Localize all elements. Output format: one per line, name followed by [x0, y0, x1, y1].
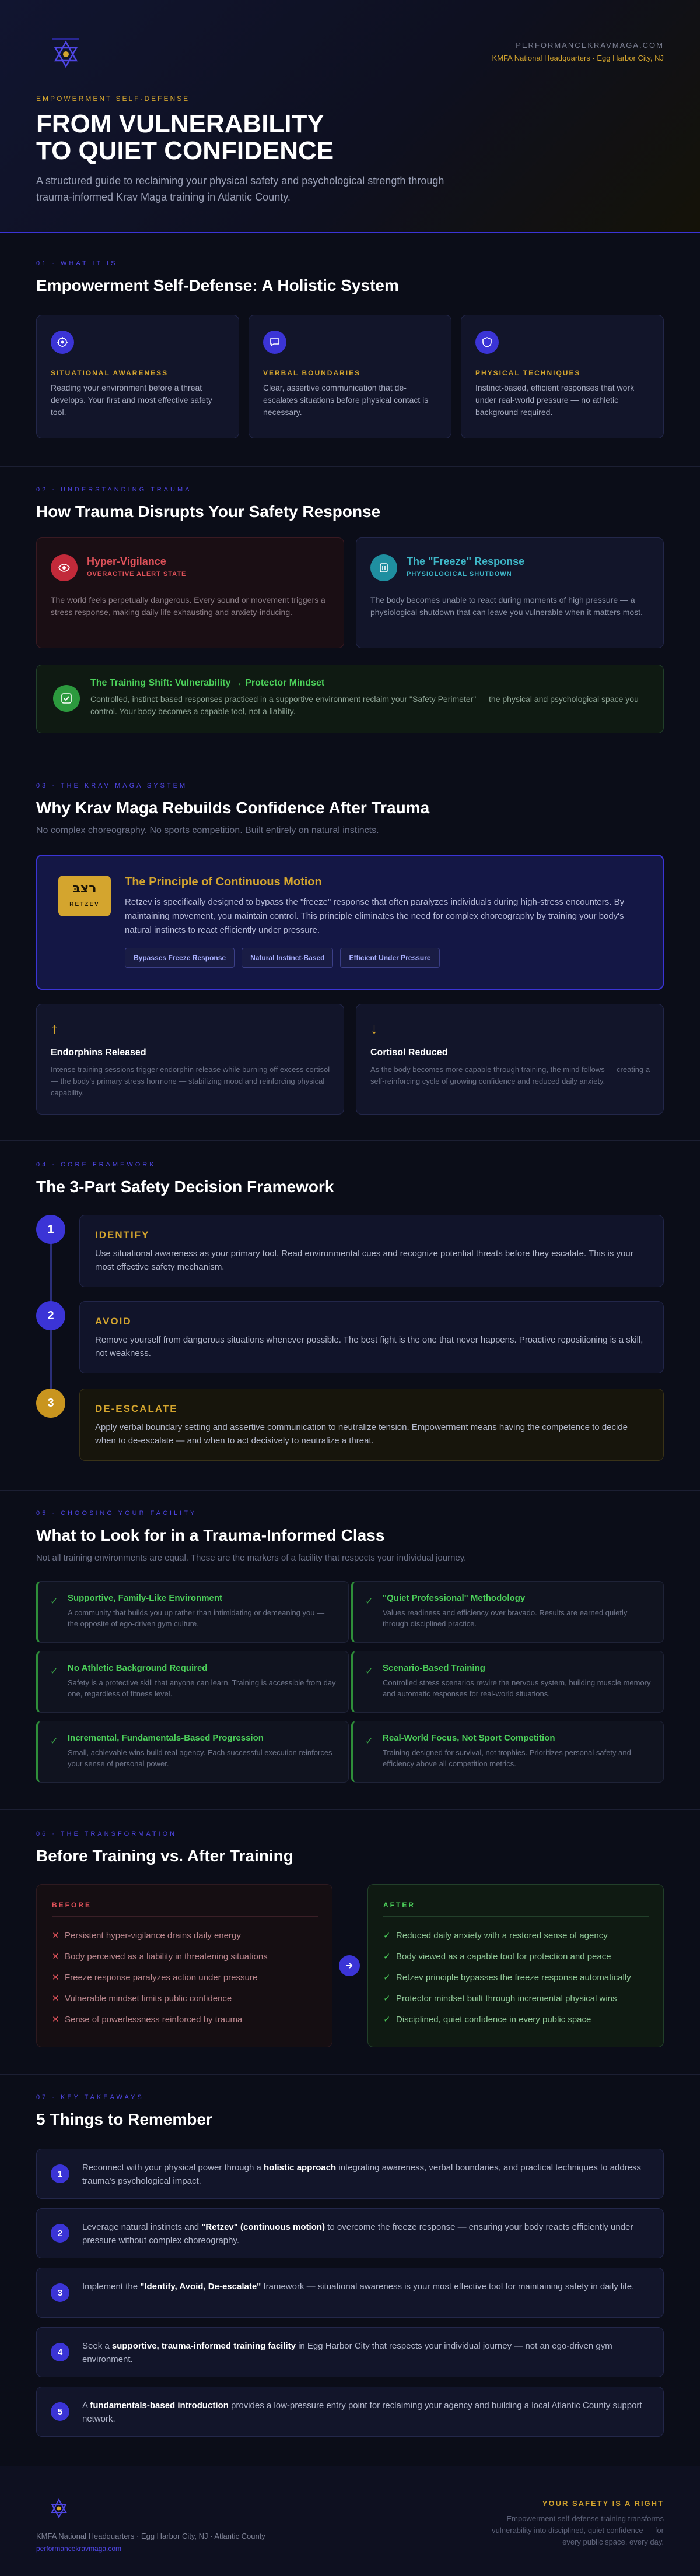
shift-title: The Training Shift: Vulnerability → Protector Mindset: [90, 678, 325, 688]
card-endorphins: [36, 1004, 344, 1115]
card-freeze-response: [356, 537, 664, 648]
facility-title: Scenario-Based Training: [383, 1663, 485, 1673]
check-icon: ✓: [365, 1667, 373, 1677]
hero-kicker: EMPOWERMENT SELF-DEFENSE: [36, 94, 190, 103]
principle-pills: [125, 948, 447, 968]
section2-kicker: 02 · UNDERSTANDING TRAUMA: [36, 486, 192, 493]
section1-title: Empowerment Self-Defense: A Holistic System: [36, 276, 399, 294]
takeaway-number: 4: [51, 2343, 69, 2361]
hero-title-line2: TO QUIET CONFIDENCE: [36, 136, 334, 165]
step-text: Use situational awareness as your primary tool. Read environmental cues and recognize potential threats before they escalate. This is your most effective safety mechanism.: [95, 1249, 634, 1272]
facility-text: Training designed for survival, not trophies. Prioritizes personal safety and efficiency above all competition metrics.: [383, 1748, 631, 1768]
facility-item: [36, 1651, 349, 1713]
section2-title: How Trauma Disrupts Your Safety Response: [36, 502, 381, 521]
step-title: IDENTIFY: [95, 1229, 150, 1240]
takeaway-text: A fundamentals-based introduction provides a low-pressure entry point for reclaiming your agency and building a local Atlantic County support network.: [82, 2401, 642, 2424]
retzev-latin: RETZEV: [69, 901, 100, 908]
pill-tag: Natural Instinct-Based: [242, 948, 333, 968]
hero-title-line1: FROM VULNERABILITY: [36, 110, 324, 138]
after-panel: [368, 1884, 664, 2047]
before-label: BEFORE: [52, 1901, 92, 1909]
section3-title: Why Krav Maga Rebuilds Confidence After Trauma: [36, 799, 430, 817]
facility-text: Controlled stress scenarios rewire the nervous system, building muscle memory and automatic responses for real-world situations.: [383, 1678, 651, 1698]
endorphins-title: Endorphins Released: [51, 1048, 146, 1057]
cortisol-title: Cortisol Reduced: [370, 1048, 448, 1057]
section-divider: [0, 1140, 700, 1141]
freeze-subtitle: PHYSIOLOGICAL SHUTDOWN: [407, 571, 512, 578]
hero-title: [36, 111, 561, 164]
endorphins-text: Intense training sessions trigger endorphin release while burning off excess cortisol — the body's primary stress hormone — stabilizing mood and reinforcing physical capability.: [51, 1065, 330, 1097]
x-icon: ✕: [52, 2015, 60, 2025]
after-item: [383, 1972, 657, 1983]
check-icon: ✓: [383, 1952, 391, 1962]
card-training-shift: [36, 665, 664, 733]
step-number: 1: [36, 1215, 65, 1244]
card-label: SITUATIONAL AWARENESS: [51, 369, 169, 377]
section5-kicker: 05 · CHOOSING YOUR FACILITY: [36, 1510, 197, 1517]
after-label: AFTER: [383, 1901, 415, 1909]
takeaway-item: [36, 2208, 664, 2258]
card-text: Reading your environment before a threat develops. Your first and most effective safety tool.: [51, 383, 212, 417]
facility-text: Safety is a protective skill that anyone can learn. Training is accessible from day one, regardless of fitness level.: [68, 1678, 336, 1698]
hyper-subtitle: OVERACTIVE ALERT STATE: [87, 571, 187, 578]
check-icon: ✓: [50, 1667, 58, 1677]
principle-title: The Principle of Continuous Motion: [125, 876, 322, 888]
section4-kicker: 04 · CORE FRAMEWORK: [36, 1161, 156, 1168]
before-item: [52, 2014, 326, 2025]
pill-tag: Efficient Under Pressure: [340, 948, 439, 968]
after-item: [383, 1930, 657, 1941]
takeaway-item: [36, 2387, 664, 2437]
step-text: Remove yourself from dangerous situations whenever possible. The best fight is the one that never happens. Proactive repositioning is a skill, not weakness.: [95, 1335, 643, 1358]
section1-kicker: 01 · WHAT IT IS: [36, 260, 118, 267]
before-item: [52, 1972, 326, 1983]
before-divider: [52, 1916, 318, 1917]
arrow-up-icon: ↑: [51, 1020, 58, 1037]
before-text: Vulnerable mindset limits public confidence: [65, 1994, 232, 2004]
x-icon: ✕: [52, 1973, 60, 1983]
check-icon: ✓: [383, 1994, 391, 2004]
freeze-title: The "Freeze" Response: [407, 556, 525, 567]
card-hyper-vigilance: [36, 537, 344, 648]
takeaway-item: [36, 2268, 664, 2318]
speech-bubble-icon: [263, 331, 286, 354]
card-text: Clear, assertive communication that de-escalates situations before physical contact is necessary.: [263, 383, 429, 417]
after-item: [383, 1993, 657, 2004]
section-divider: [0, 1809, 700, 1810]
footer: [0, 2466, 700, 2576]
takeaway-item: [36, 2149, 664, 2199]
hq-location: KMFA National Headquarters · Egg Harbor City, NJ: [492, 54, 664, 62]
card-physical-techniques: [461, 315, 664, 438]
shift-text: Controlled, instinct-based responses practiced in a supportive environment reclaim your "Safety Perimeter" — the physical and psychological space you control. Your body becomes a capable tool, not a liability.: [90, 694, 639, 716]
section-divider: [0, 466, 700, 467]
section5-title: What to Look for in a Trauma-Informed Class: [36, 1526, 385, 1544]
footer-tagline: YOUR SAFETY IS A RIGHT: [542, 2499, 664, 2508]
facility-title: No Athletic Background Required: [68, 1663, 208, 1673]
hyper-text: The world feels perpetually dangerous. Every sound or movement triggers a stress response, making daily life exhausting and anxiety-inducing.: [51, 595, 326, 617]
card-cortisol: [356, 1004, 664, 1115]
before-text: Persistent hyper-vigilance drains daily energy: [65, 1931, 241, 1941]
x-icon: ✕: [52, 1931, 60, 1941]
facility-item: [351, 1651, 664, 1713]
footer-hq: KMFA National Headquarters · Egg Harbor City, NJ · Atlantic County: [36, 2532, 265, 2540]
target-icon: [51, 331, 74, 354]
card-label: VERBAL BOUNDARIES: [263, 369, 361, 377]
before-text: Body perceived as a liability in threatening situations: [65, 1952, 268, 1962]
before-panel: [36, 1884, 332, 2047]
before-text: Freeze response paralyzes action under pressure: [65, 1973, 258, 1983]
retzev-badge: [58, 876, 111, 916]
site-url-link[interactable]: PERFORMANCEKRAVMAGA.COM: [516, 41, 664, 50]
after-text: Protector mindset built through incremental physical wins: [396, 1994, 617, 2004]
step-card-de-escalate: [79, 1389, 664, 1461]
star-of-david-footer-icon: [47, 2497, 71, 2520]
check-icon: ✓: [383, 1931, 391, 1941]
before-text: Sense of powerlessness reinforced by trauma: [65, 2015, 243, 2025]
step-number: 2: [36, 1301, 65, 1330]
eye-icon: [51, 554, 78, 581]
facility-title: "Quiet Professional" Methodology: [383, 1593, 526, 1603]
section3-desc: No complex choreography. No sports competition. Built entirely on natural instincts.: [36, 825, 379, 835]
footer-text: Empowerment self-defense training transforms vulnerability into disciplined, quiet confidence — for every public space, every day.: [492, 2514, 664, 2546]
takeaway-number: 1: [51, 2164, 69, 2183]
takeaway-number: 3: [51, 2283, 69, 2302]
facility-text: A community that builds you up rather than intimidating or demeaning you — the opposite of ego-driven gym culture.: [68, 1608, 325, 1628]
facility-item: [36, 1721, 349, 1783]
after-item: [383, 1951, 657, 1962]
step-text: Apply verbal boundary setting and assertive communication to neutralize tension. Empowerment means having the competence to decide when to de-escalate — and when to act decisively to neutralize a threat.: [95, 1422, 628, 1446]
facility-text: Small, achievable wins build real agency. Each successful execution reinforces your sense of personal power.: [68, 1748, 332, 1768]
cortisol-text: As the body becomes more capable through training, the mind follows — creating a self-reinforcing cycle of growing confidence and reduced daily anxiety.: [370, 1065, 650, 1085]
hero-subtitle: A structured guide to reclaiming your physical safety and psychological strength through trauma-informed Krav Maga training in Atlantic County.: [36, 175, 444, 203]
section-divider: [0, 2074, 700, 2075]
check-icon: ✓: [383, 1973, 391, 1983]
takeaway-text: Implement the "Identify, Avoid, De-escalate" framework — situational awareness is your most effective tool for maintaining safety in daily life.: [82, 2282, 635, 2292]
check-icon: ✓: [365, 1597, 373, 1607]
takeaway-number: 2: [51, 2224, 69, 2243]
step-card-identify: [79, 1215, 664, 1287]
star-of-david-logo-icon[interactable]: [48, 37, 84, 71]
after-item: [383, 2014, 657, 2025]
after-text: Body viewed as a capable tool for protection and peace: [396, 1952, 611, 1962]
step-card-avoid: [79, 1301, 664, 1373]
takeaway-number: 5: [51, 2402, 69, 2421]
shield-icon: [475, 331, 499, 354]
pause-icon: [370, 554, 397, 581]
before-item: [52, 1993, 326, 2004]
step-number: 3: [36, 1389, 65, 1418]
checkbox-icon: [53, 685, 80, 712]
after-text: Disciplined, quiet confidence in every public space: [396, 2015, 592, 2025]
section7-title: 5 Things to Remember: [36, 2110, 212, 2128]
section-divider: [0, 1490, 700, 1491]
before-item: [52, 1951, 326, 1962]
hero-header: [0, 0, 700, 233]
step-title: AVOID: [95, 1316, 132, 1327]
footer-url-link[interactable]: performancekravmaga.com: [36, 2545, 122, 2553]
step-title: DE-ESCALATE: [95, 1403, 178, 1414]
hyper-title: Hyper-Vigilance: [87, 556, 166, 567]
card-retzev-principle: [36, 855, 664, 990]
check-icon: ✓: [365, 1737, 373, 1746]
takeaway-text: Reconnect with your physical power through a holistic approach integrating awareness, verbal boundaries, and practical techniques to address trauma's psychological impact.: [82, 2163, 642, 2186]
section3-kicker: 03 · THE KRAV MAGA SYSTEM: [36, 782, 188, 789]
facility-title: Incremental, Fundamentals-Based Progression: [68, 1733, 264, 1743]
check-icon: ✓: [50, 1597, 58, 1607]
arrow-down-icon: ↓: [370, 1020, 378, 1037]
facility-text: Values readiness and efficiency over bravado. Results are earned quietly through disciplined practice.: [383, 1608, 628, 1628]
takeaway-text: Seek a supportive, trauma-informed training facility in Egg Harbor City that respects your individual journey — not an ego-driven gym environment.: [82, 2341, 612, 2364]
x-icon: ✕: [52, 1994, 60, 2004]
section6-title: Before Training vs. After Training: [36, 1847, 293, 1865]
section5-desc: Not all training environments are equal. These are the markers of a facility that respects your individual journey.: [36, 1553, 467, 1563]
facility-title: Supportive, Family-Like Environment: [68, 1593, 223, 1603]
arrow-right-icon: [339, 1955, 360, 1976]
check-icon: ✓: [383, 2015, 391, 2025]
takeaway-text: Leverage natural instincts and "Retzev" (continuous motion) to overcome the freeze response — ensuring your body reacts efficiently under pressure without complex choreography.: [82, 2222, 634, 2245]
card-text: Instinct-based, efficient responses that work under real-world pressure — no athletic background required.: [475, 383, 635, 417]
section6-kicker: 06 · THE TRANSFORMATION: [36, 1830, 177, 1837]
section4-title: The 3-Part Safety Decision Framework: [36, 1178, 334, 1196]
card-situational-awareness: [36, 315, 239, 438]
facility-item: [351, 1581, 664, 1643]
principle-text: Retzev is specifically designed to bypass the "freeze" response that often paralyzes individuals during high-stress encounters. By maintaining movement, you maintain control. This principle eliminates the need for complex choreography by training your body's natural instincts to react efficiently under pressure.: [125, 897, 625, 935]
facility-item: [351, 1721, 664, 1783]
x-icon: ✕: [52, 1952, 60, 1962]
before-item: [52, 1930, 326, 1941]
pill-tag: Bypasses Freeze Response: [125, 948, 235, 968]
section7-kicker: 07 · KEY TAKEAWAYS: [36, 2094, 144, 2101]
card-label: PHYSICAL TECHNIQUES: [475, 369, 581, 377]
after-text: Reduced daily anxiety with a restored sense of agency: [396, 1931, 608, 1941]
card-verbal-boundaries: [249, 315, 452, 438]
facility-item: [36, 1581, 349, 1643]
freeze-text: The body becomes unable to react during moments of high pressure — a physiological shutdown that can leave you vulnerable when it matters most.: [370, 595, 643, 617]
facility-title: Real-World Focus, Not Sport Competition: [383, 1733, 555, 1743]
after-divider: [383, 1916, 649, 1917]
after-text: Retzev principle bypasses the freeze response automatically: [396, 1973, 631, 1983]
takeaway-item: [36, 2327, 664, 2377]
check-icon: ✓: [50, 1737, 58, 1746]
retzev-hebrew: רצבּ: [72, 881, 97, 896]
